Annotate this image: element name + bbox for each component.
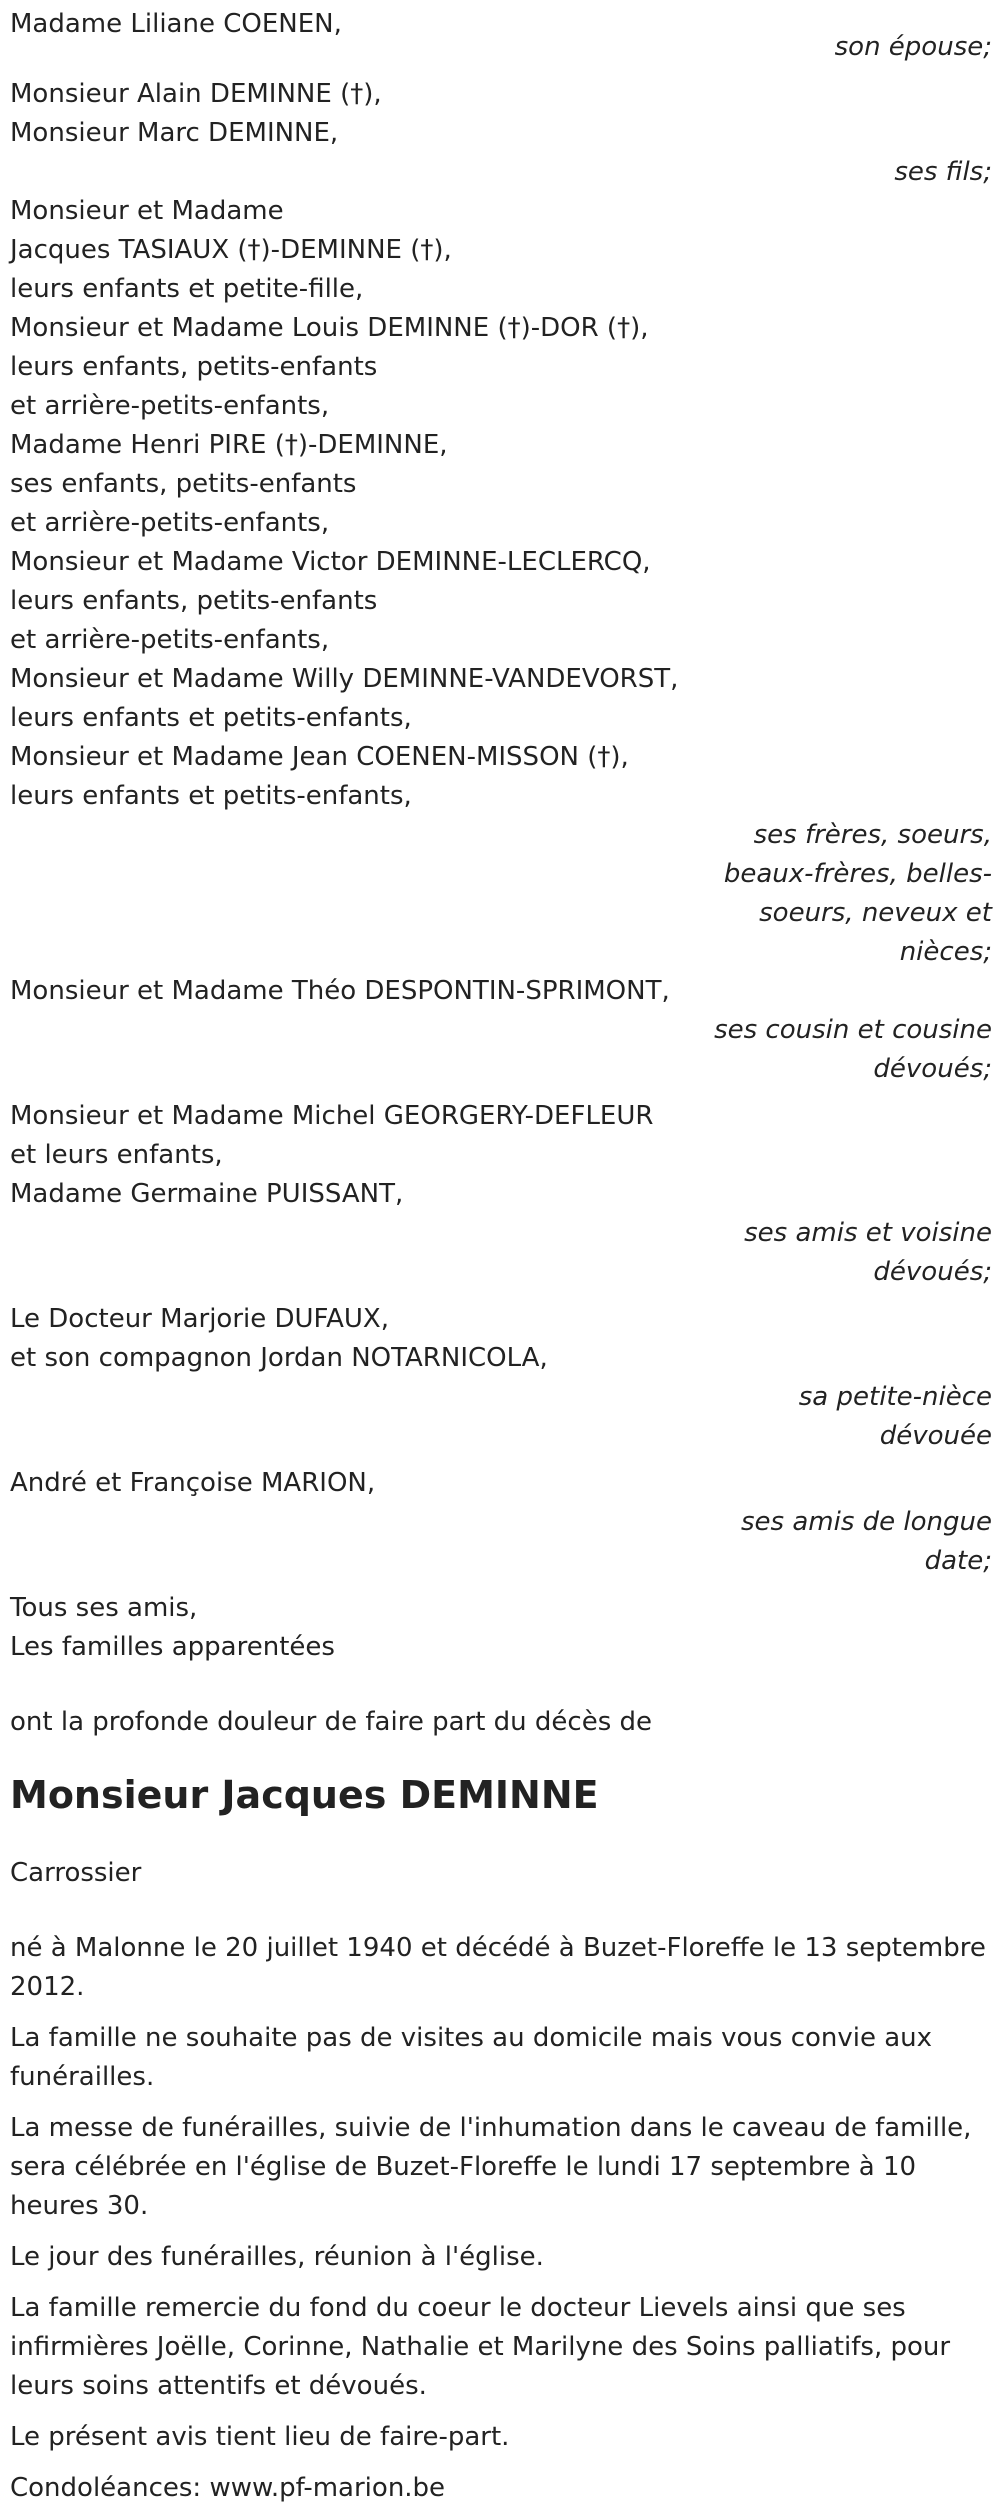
family-line: et son compagnon Jordan NOTARNICOLA, [10, 1343, 548, 1373]
family-line: leurs enfants, petits-enfants [10, 352, 378, 382]
family-line: André et Françoise MARION, [10, 1468, 376, 1498]
detail-paragraph: né à Malonne le 20 juillet 1940 et décédé à Buzet-Floreffe le 13 septembre 2012. [10, 1933, 986, 2002]
relation-label: sa petite-nièce dévouée [798, 1382, 992, 1451]
family-line: Madame Liliane COENEN, [10, 9, 342, 39]
detail-paragraph: La messe de funérailles, suivie de l'inhumation dans le caveau de famille, sera célébrée en l'église de Buzet-Floreffe le lundi 17 septembre à 10 heures 30. [10, 2113, 972, 2221]
family-line: Monsieur et Madame Willy DEMINNE-VANDEVORST, [10, 664, 679, 694]
family-line: et arrière-petits-enfants, [10, 391, 330, 421]
family-line: Madame Henri PIRE (†)-DEMINNE, [10, 430, 448, 460]
family-line: Monsieur et Madame Jean COENEN-MISSON (†), [10, 742, 629, 772]
others-line: Tous ses amis, [10, 1593, 198, 1623]
family-line: leurs enfants et petits-enfants, [10, 781, 412, 811]
family-line: Monsieur et Madame Michel GEORGERY-DEFLEUR [10, 1101, 654, 1131]
family-group-friends [10, 1464, 990, 1581]
family-line: leurs enfants et petite-fille, [10, 274, 364, 304]
family-group-sons [10, 75, 990, 192]
detail-paragraph: Le jour des funérailles, réunion à l'église. [10, 2242, 544, 2272]
family-line: Monsieur et Madame Victor DEMINNE-LECLERCQ, [10, 547, 651, 577]
family-line: Jacques TASIAUX (†)-DEMINNE (†), [10, 235, 452, 265]
deceased-name: Monsieur Jacques DEMINNE [10, 1773, 599, 1817]
family-line: Monsieur Marc DEMINNE, [10, 118, 339, 148]
family-group-cousins [10, 972, 990, 1089]
detail-paragraph: La famille remercie du fond du coeur le docteur Lievels ainsi que ses infirmières Joëlle, Corinne, Nathalie et Marilyne des Soins palliatifs, pour leurs soins attentifs et dévoués. [10, 2293, 951, 2401]
family-line: Madame Germaine PUISSANT, [10, 1179, 404, 1209]
family-group-spouse [10, 5, 990, 67]
family-group-siblings [10, 192, 990, 972]
relation-label: ses amis de longue date; [741, 1507, 992, 1576]
family-line: leurs enfants et petits-enfants, [10, 703, 412, 733]
family-line: Monsieur et Madame [10, 196, 284, 226]
detail-paragraph: La famille ne souhaite pas de visites au domicile mais vous convie aux funérailles. [10, 2023, 933, 2092]
relation-label: ses fils; [894, 157, 992, 187]
family-line: Le Docteur Marjorie DUFAUX, [10, 1304, 390, 1334]
family-group-doctor [10, 1300, 990, 1456]
profession-text: Carrossier [10, 1858, 142, 1888]
details-section [10, 1929, 990, 2508]
others-line: Les familles apparentées [10, 1632, 335, 1662]
relation-label: ses amis et voisine dévoués; [744, 1218, 992, 1287]
family-line: et arrière-petits-enfants, [10, 625, 330, 655]
family-line: Monsieur et Madame Théo DESPONTIN-SPRIMONT, [10, 976, 670, 1006]
relation-label: ses cousin et cousine dévoués; [714, 1015, 992, 1084]
others-group [10, 1589, 990, 1667]
detail-paragraph: Le présent avis tient lieu de faire-part. [10, 2422, 510, 2452]
family-line: Monsieur et Madame Louis DEMINNE (†)-DOR (†), [10, 313, 649, 343]
family-line: ses enfants, petits-enfants [10, 469, 357, 499]
family-line: leurs enfants, petits-enfants [10, 586, 378, 616]
family-line: et arrière-petits-enfants, [10, 508, 330, 538]
relation-label: ses frères, soeurs, beaux-frères, belles-soeurs, neveux et nièces; [723, 820, 992, 967]
announcement-text: ont la profonde douleur de faire part du décès de [10, 1707, 653, 1737]
family-line: et leurs enfants, [10, 1140, 223, 1170]
relation-label: son épouse; [834, 32, 992, 62]
family-group-neighbours [10, 1097, 990, 1292]
condolences-text: Condoléances: www.pf-marion.be [10, 2473, 446, 2503]
family-line: Monsieur Alain DEMINNE (†), [10, 79, 382, 109]
